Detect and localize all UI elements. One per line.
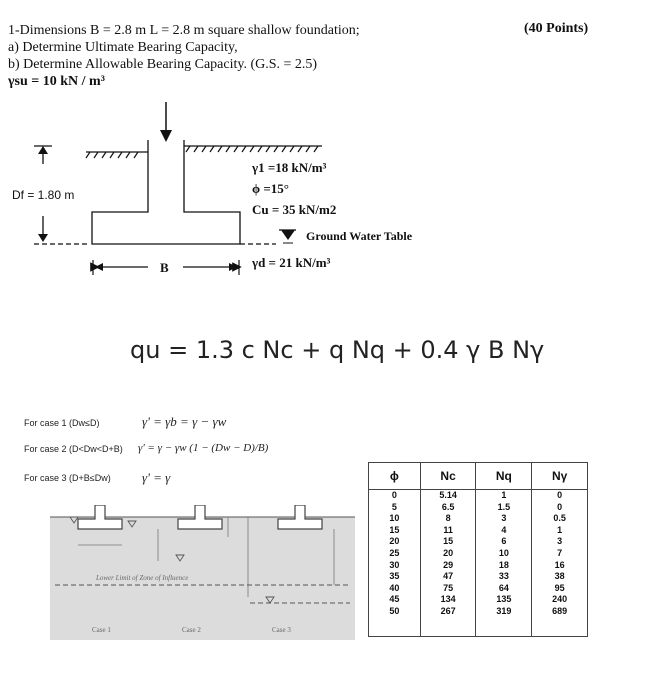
header-nc: Nc <box>420 463 476 490</box>
part-a: a) Determine Ultimate Bearing Capacity, <box>8 40 238 55</box>
cell: 0.5 <box>553 513 566 524</box>
cell: 134 <box>440 594 456 605</box>
gamma-d-label: γd = 21 kN/m³ <box>252 255 331 270</box>
cell: 50 <box>389 605 400 616</box>
cell: 0 <box>391 490 397 500</box>
cell: 689 <box>552 605 568 616</box>
case3-label: For case 3 (D+B≤Dw) <box>24 473 111 483</box>
cell: 45 <box>389 594 400 605</box>
cell: 29 <box>443 559 454 570</box>
column-ngamma <box>532 490 588 637</box>
cell: 35 <box>389 571 400 582</box>
cases-diagram <box>50 505 355 640</box>
case2-name: Case 2 <box>182 626 201 634</box>
cell: 75 <box>443 582 454 593</box>
cell: 6.5 <box>441 501 455 512</box>
cell: 4 <box>501 524 507 535</box>
cell: 30 <box>389 559 400 570</box>
case2-label: For case 2 (D<Dw<D+B) <box>24 444 123 454</box>
cell: 40 <box>389 582 400 593</box>
gwt-marker <box>281 230 295 240</box>
footing-outline <box>92 140 240 244</box>
cell: 5 <box>391 501 397 512</box>
cell: 25 <box>389 547 400 558</box>
cell: 20 <box>389 536 400 547</box>
cell: 95 <box>554 582 565 593</box>
cell: 0 <box>557 501 563 512</box>
cell: 135 <box>496 594 512 605</box>
ground-surface-left <box>86 152 148 158</box>
case3-equation: γ' = γ <box>142 470 171 485</box>
case1-label: For case 1 (Dw≤D) <box>24 418 100 428</box>
header-phi: ϕ <box>369 463 421 490</box>
cell: 3 <box>501 513 507 524</box>
cell: 11 <box>443 524 453 535</box>
header-ngamma: Nγ <box>532 463 588 490</box>
cell: 240 <box>552 594 568 605</box>
part-b: b) Determine Allowable Bearing Capacity. (G.S. = 2.5) <box>8 57 318 72</box>
cell: 20 <box>443 547 454 558</box>
b-label: B <box>160 260 169 275</box>
foundation-diagram <box>0 100 668 300</box>
gamma1-label: γ1 =18 kN/m³ <box>252 160 327 175</box>
question-title: 1-Dimensions B = 2.8 m L = 2.8 m square shallow foundation; <box>8 23 360 38</box>
cell: 0 <box>557 490 563 500</box>
bearing-capacity-equation: qu = 1.3 c Nc + q Nq + 0.4 γ B Nγ <box>130 336 545 364</box>
bearing-capacity-table <box>368 462 588 637</box>
case1-name: Case 1 <box>92 626 111 634</box>
gwt-label: Ground Water Table <box>306 229 413 243</box>
cell: 15 <box>443 536 454 547</box>
cell: 47 <box>443 571 454 582</box>
df-label: Df = 1.80 m <box>12 188 75 202</box>
column-nq <box>476 490 532 637</box>
column-nc <box>420 490 476 637</box>
zone-label: Lower Limit of Zone of Influence <box>96 574 189 582</box>
case2-equation: γ' = γ − γw (1 − (Dw − D)/B) <box>138 442 269 454</box>
cell: 16 <box>554 559 565 570</box>
case3-name: Case 3 <box>272 626 291 634</box>
cell: 3 <box>557 536 563 547</box>
cell: 319 <box>496 605 512 616</box>
case1-equation: γ' = γb = γ − γw <box>142 414 227 429</box>
cell: 18 <box>498 559 509 570</box>
cell: 6 <box>501 536 507 547</box>
points-label: (40 Points) <box>524 21 589 36</box>
cell: 267 <box>440 605 456 616</box>
phi-label: ϕ =15° <box>252 181 289 196</box>
column-phi <box>369 490 421 637</box>
cell: 15 <box>389 524 400 535</box>
cell: 1.5 <box>497 501 511 512</box>
cu-label: Cu = 35 kN/m2 <box>252 202 337 217</box>
cell: 10 <box>389 513 400 524</box>
cell: 1 <box>501 490 507 500</box>
cell: 5.14 <box>439 490 457 500</box>
cell: 10 <box>498 547 509 558</box>
cell: 7 <box>557 547 563 558</box>
ground-surface-right <box>184 146 322 152</box>
cell: 38 <box>554 571 565 582</box>
gamma-sub-label: γsu = 10 kN / m³ <box>8 74 105 89</box>
cell: 64 <box>498 582 509 593</box>
cell: 33 <box>498 571 509 582</box>
cell: 1 <box>557 524 563 535</box>
header-nq: Nq <box>476 463 532 490</box>
cell: 8 <box>445 513 451 524</box>
